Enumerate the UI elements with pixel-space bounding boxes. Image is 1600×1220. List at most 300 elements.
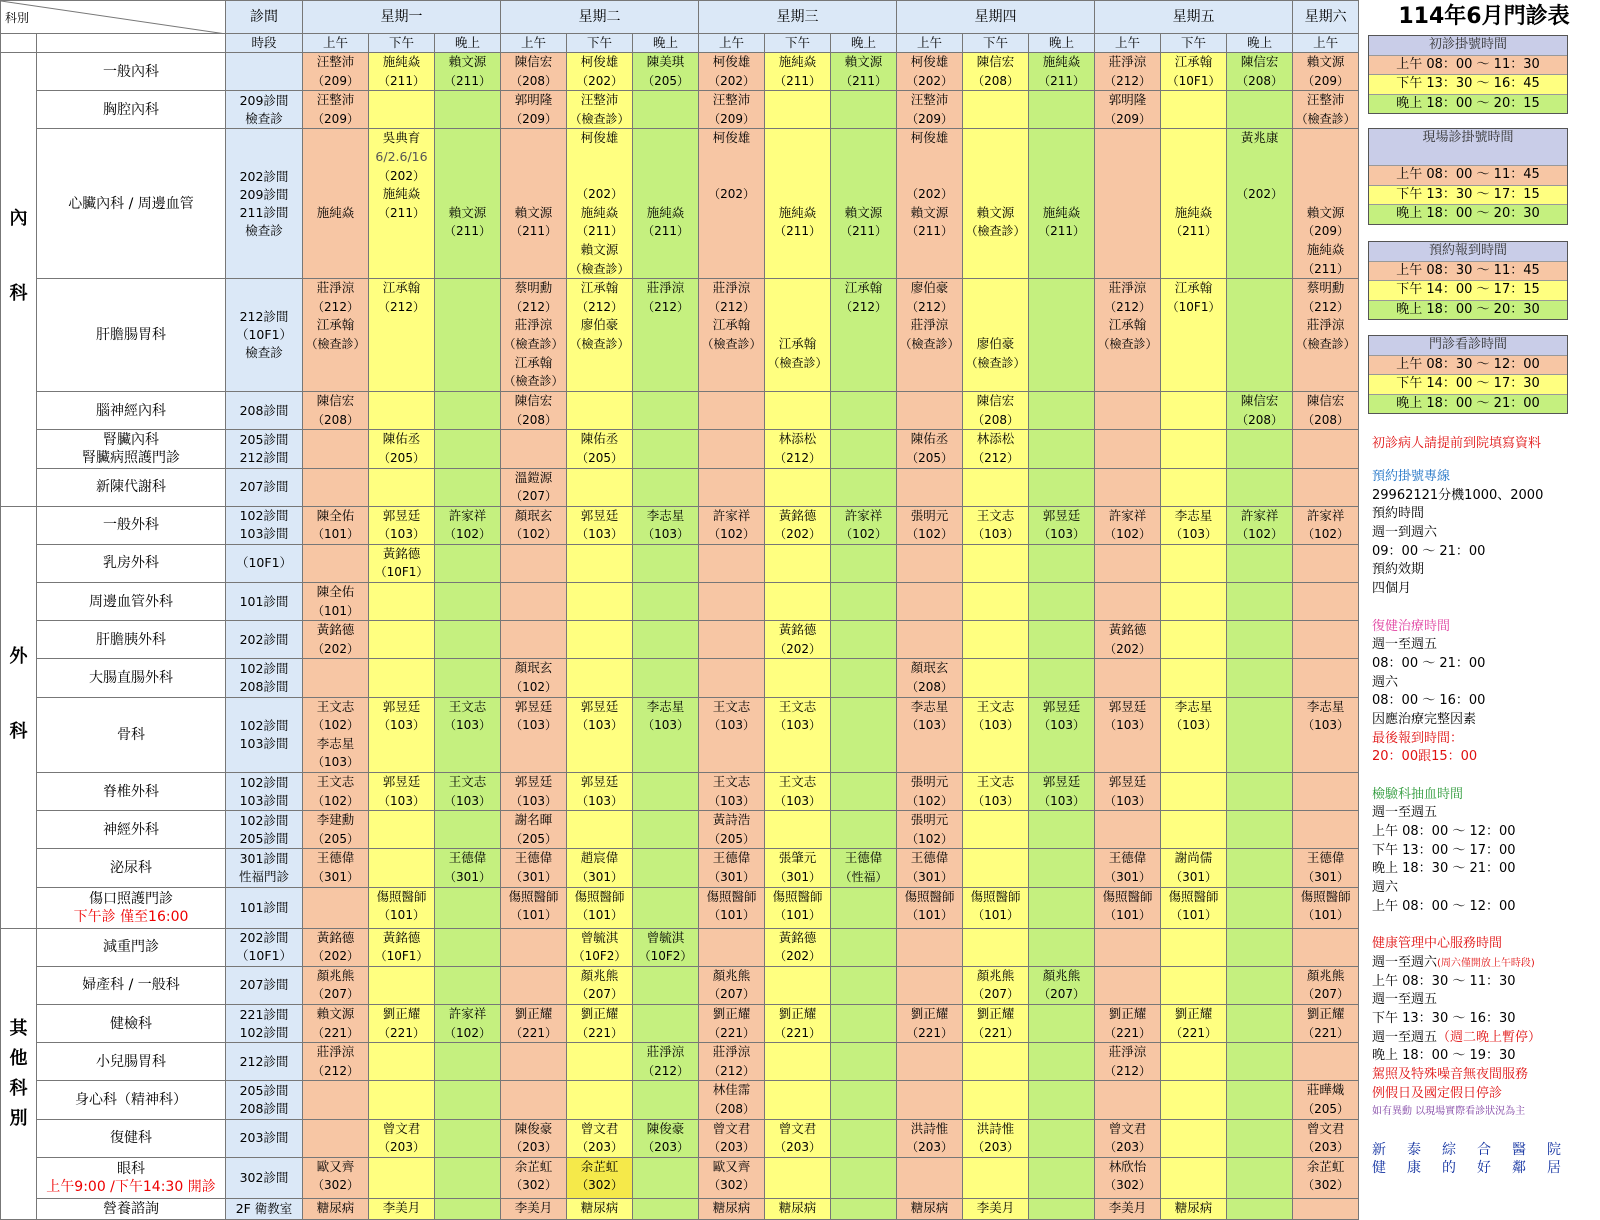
doctor-text <box>1029 185 1094 204</box>
slot-cell <box>765 392 831 430</box>
doctor-text: 莊淨涼 <box>316 280 355 296</box>
doctor-text: （103） <box>972 718 1019 733</box>
slot-cell <box>1227 544 1293 582</box>
first-visit-note: 初診病人請提前到院填寫資料 <box>1372 436 1542 451</box>
slot-cell <box>699 544 765 582</box>
slot-cell <box>369 468 435 506</box>
slot-cell <box>1161 887 1227 928</box>
slot-cell <box>897 849 963 887</box>
doctor-text: （212） <box>906 299 953 314</box>
doctor-text: （103） <box>1104 793 1152 808</box>
doctor-text: 陳信宏 <box>1306 393 1345 409</box>
doctor-text: （103） <box>708 718 755 733</box>
slot-cell <box>369 887 435 928</box>
slot-cell <box>963 430 1029 468</box>
slot-cell <box>1029 697 1095 772</box>
slot-cell <box>897 53 963 91</box>
room-cell: 302診間 <box>226 1157 303 1198</box>
info-line: 上午 08：00 ～ 12：00 <box>1372 824 1516 840</box>
doctor-text: （212） <box>1302 299 1350 314</box>
doctor-text <box>1161 148 1226 167</box>
doctor-text: 江承翰 <box>844 280 883 296</box>
doctor-text: 賴文源 <box>910 204 949 220</box>
slot-cell <box>1293 506 1359 544</box>
doctor-text: 劉正耀 <box>712 1005 751 1021</box>
doctor-text: 汪整沛 <box>580 92 619 108</box>
info-line: 檢驗科抽血時間 <box>1372 786 1464 802</box>
doctor-text: 王文志 <box>712 774 751 789</box>
doctor-text: 張明元 <box>910 507 949 523</box>
doctor-text: 莊淨涼 <box>514 317 553 333</box>
doctor-text <box>1029 148 1094 167</box>
info-line <box>1372 917 1600 936</box>
doctor-text: （209） <box>906 111 953 126</box>
slot-cell <box>567 506 633 544</box>
slot-header-4-2: 晚上 <box>1227 34 1293 53</box>
doctor-text: （103） <box>378 718 425 733</box>
info-line: 08：00 ～ 16：00 <box>1372 693 1486 709</box>
doctor-text: （203） <box>378 1140 425 1155</box>
doctor-text: （301） <box>444 869 491 884</box>
slot-cell <box>1029 811 1095 849</box>
slot-cell <box>1029 583 1095 621</box>
slot-cell <box>1227 1081 1293 1119</box>
doctor-text: （211） <box>840 224 887 239</box>
doctor-text: 郭明隆 <box>1108 92 1147 108</box>
doctor-text: 洪詩惟 <box>910 1120 949 1136</box>
slot-cell <box>765 279 831 392</box>
dept-note: 下午診 僅至16:00 <box>73 908 189 925</box>
slot-cell <box>765 966 831 1004</box>
room-cell: （10F1） <box>226 544 303 582</box>
doctor-text: （203） <box>1104 1140 1152 1155</box>
doctor-text: （211） <box>906 224 953 239</box>
doctor-text: （301） <box>708 869 755 884</box>
slot-cell <box>501 129 567 279</box>
slot-cell <box>633 811 699 849</box>
doctor-text: （221） <box>906 1025 953 1040</box>
slot-cell <box>501 966 567 1004</box>
slot-header-2-1: 下午 <box>765 34 831 53</box>
first-visit-box <box>1368 35 1568 114</box>
slot-cell <box>1293 583 1359 621</box>
slot-cell <box>1095 544 1161 582</box>
doctor-text: 郭昱廷 <box>1108 774 1147 789</box>
slot-cell <box>1161 91 1227 129</box>
doctor-text: （202） <box>906 73 953 88</box>
dept-name: 眼科 上午9:00 /下午14:30 開診 <box>37 1157 226 1198</box>
doctor-text: 賴文源 <box>580 241 619 257</box>
slot-cell <box>369 773 435 811</box>
slot-cell <box>303 811 369 849</box>
doctor-text: 王文志 <box>778 698 817 714</box>
slot-cell <box>1293 773 1359 811</box>
doctor-text: （103） <box>1038 793 1085 808</box>
doctor-text <box>1227 148 1292 167</box>
doctor-text: （202） <box>378 168 425 183</box>
doctor-text: 傷照醫師 <box>1102 888 1153 904</box>
slot-cell <box>435 1198 501 1219</box>
doctor-text <box>303 185 368 204</box>
doctor-text <box>963 279 1028 298</box>
doctor-text: （103） <box>1170 718 1218 733</box>
walkin-box <box>1368 128 1568 225</box>
doctor-text <box>765 279 830 298</box>
slot-cell <box>963 928 1029 966</box>
slot-cell <box>1029 1198 1095 1219</box>
room-cell: 205診間 212診間 <box>226 430 303 468</box>
info-panel <box>1368 0 1600 1204</box>
info-line: 週六 <box>1372 674 1399 690</box>
doctor-text: 傷照醫師 <box>970 888 1021 904</box>
doctor-text: 李美月 <box>976 1199 1015 1215</box>
cat-blank <box>1 34 37 53</box>
slot-cell <box>1293 1198 1359 1219</box>
slot-header-2-2: 晚上 <box>831 34 897 53</box>
doctor-text: （102） <box>312 793 359 808</box>
doctor-text: （102） <box>1302 527 1350 542</box>
slot-cell <box>1029 1157 1095 1198</box>
slot-cell <box>501 91 567 129</box>
room-cell: 101診間 <box>226 583 303 621</box>
slot-cell <box>1227 1004 1293 1042</box>
slot-cell <box>963 544 1029 582</box>
doctor-text: （102） <box>840 527 887 542</box>
slot-header-4-0: 上午 <box>1095 34 1161 53</box>
doctor-text: （208） <box>1236 73 1284 88</box>
doctor-text: （102） <box>1236 527 1284 542</box>
doctor-text: （301） <box>510 869 557 884</box>
doctor-text: （103） <box>576 793 623 808</box>
doctor-text: 王德偉 <box>316 850 355 866</box>
slot-cell <box>831 91 897 129</box>
doctor-text: （103） <box>1038 527 1085 542</box>
doctor-text: 李志星 <box>646 507 685 523</box>
doctor-text: （212） <box>1104 299 1152 314</box>
doctor-text: 賴文源 <box>976 204 1015 220</box>
doctor-text: 許家祥 <box>1240 507 1279 523</box>
slot-cell <box>303 1119 369 1157</box>
slot-cell <box>567 583 633 621</box>
slot-cell <box>369 544 435 582</box>
doctor-text: 柯俊雄 <box>580 54 619 69</box>
doctor-text: （205） <box>576 450 623 465</box>
slot-cell <box>1095 1119 1161 1157</box>
doctor-text: 陳佑丞 <box>382 431 421 447</box>
room-cell: 102診間 103診間 <box>226 697 303 772</box>
slot-cell <box>1227 621 1293 659</box>
doctor-text <box>765 148 830 167</box>
appointment-box <box>1368 241 1568 320</box>
doctor-text: 施純焱 <box>778 204 817 220</box>
doctor-text: （212） <box>378 299 425 314</box>
doctor-text: 洪詩惟 <box>976 1120 1015 1136</box>
slot-cell <box>369 1081 435 1119</box>
doctor-text: 施純焱 <box>1174 204 1213 220</box>
doctor-text: 黃銘德 <box>382 545 421 561</box>
slot-cell <box>1029 621 1095 659</box>
slot-cell <box>963 392 1029 430</box>
slot-cell <box>567 887 633 928</box>
doctor-text: 莊淨涼 <box>712 1044 751 1060</box>
room-cell: 202診間 <box>226 621 303 659</box>
slot-cell <box>699 1119 765 1157</box>
appointment-afternoon: 下午 14：00 ～ 17：15 <box>1369 280 1567 300</box>
doctor-text: 柯俊雄 <box>712 130 751 146</box>
slot-cell <box>303 849 369 887</box>
doctor-text: 陳全佑 <box>316 584 355 600</box>
slot-cell <box>963 279 1029 392</box>
slot-cell <box>303 91 369 129</box>
doctor-text: 許家祥 <box>712 507 751 523</box>
doctor-text: 許家祥 <box>1306 507 1345 523</box>
slot-header-4-1: 下午 <box>1161 34 1227 53</box>
doctor-text: 林佳霈 <box>712 1082 751 1098</box>
doctor-text: 林添松 <box>976 431 1015 447</box>
slot-cell <box>369 811 435 849</box>
slot-cell <box>963 468 1029 506</box>
doctor-text: （208） <box>906 680 953 695</box>
doctor-text: （102） <box>510 527 557 542</box>
slot-cell <box>501 1004 567 1042</box>
doctor-text: 郭昱廷 <box>1108 698 1147 714</box>
info-line: 四個月 <box>1372 581 1412 597</box>
slot-cell <box>1095 583 1161 621</box>
room-header: 診間 <box>226 1 303 34</box>
doctor-text: （102） <box>444 527 491 542</box>
slot-cell <box>831 811 897 849</box>
doctor-text: 王德偉 <box>712 850 751 866</box>
dept-name: 一般外科 <box>37 506 226 544</box>
slot-cell <box>765 887 831 928</box>
doctor-text: 曾文君 <box>778 1120 817 1136</box>
doctor-text: （檢查診） <box>1295 336 1356 351</box>
day-header-mon: 星期一 <box>303 1 501 34</box>
slot-cell <box>963 53 1029 91</box>
doctor-text: （208） <box>510 73 557 88</box>
doctor-text: 劉正耀 <box>778 1005 817 1021</box>
info-line: 上午 08：30 ～ 11：30 <box>1372 973 1516 989</box>
slot-cell <box>633 1081 699 1119</box>
info-line: 週一至週五 <box>1372 637 1438 653</box>
slot-cell <box>501 1198 567 1219</box>
doctor-text <box>963 148 1028 167</box>
slot-cell <box>1029 966 1095 1004</box>
slot-cell <box>1227 91 1293 129</box>
slot-cell <box>1227 430 1293 468</box>
doctor-text: （103） <box>576 527 623 542</box>
doctor-text: 莊淨涼 <box>910 317 949 333</box>
doctor-text <box>435 167 500 186</box>
slot-cell <box>699 773 765 811</box>
slot-cell <box>699 279 765 392</box>
doctor-text: 李志星 <box>1174 698 1213 714</box>
doctor-text: 劉正耀 <box>1108 1005 1147 1021</box>
room-cell: 212診間 （10F1） 檢查診 <box>226 279 303 392</box>
slot-cell <box>303 1004 369 1042</box>
doctor-text: （10F1） <box>1166 299 1221 314</box>
slot-cell <box>897 506 963 544</box>
info-line: 駕照及特殊噪音無夜間服務 <box>1372 1067 1529 1082</box>
slot-cell <box>633 1043 699 1081</box>
slot-cell <box>765 1004 831 1042</box>
slot-cell <box>633 583 699 621</box>
slot-cell <box>1029 129 1095 279</box>
doctor-text: 糖尿病 <box>580 1199 619 1215</box>
slot-cell <box>1293 544 1359 582</box>
slot-cell <box>1161 621 1227 659</box>
doctor-text: 陳信宏 <box>1240 393 1279 409</box>
slot-cell <box>369 129 435 279</box>
dept-blank <box>37 34 226 53</box>
doctor-text: （10F1） <box>1166 73 1221 88</box>
slot-cell <box>1161 773 1227 811</box>
doctor-text <box>567 167 632 186</box>
slot-cell <box>897 966 963 1004</box>
doctor-text: （211） <box>840 73 887 88</box>
slot-cell <box>633 279 699 392</box>
slot-cell <box>897 129 963 279</box>
slot-cell <box>435 928 501 966</box>
slot-cell <box>369 53 435 91</box>
doctor-text: 劉正耀 <box>976 1005 1015 1021</box>
slot-cell <box>831 1004 897 1042</box>
slot-cell <box>567 773 633 811</box>
slot-cell <box>1227 392 1293 430</box>
doctor-text: （203） <box>708 1140 755 1155</box>
slot-cell <box>963 773 1029 811</box>
doctor-text: （103） <box>1104 718 1152 733</box>
doctor-text: 李志星 <box>1306 698 1345 714</box>
slot-cell <box>1293 430 1359 468</box>
dept-name: 傷口照護門診 下午診 僅至16:00 <box>37 887 226 928</box>
doctor-text: 施純焱 <box>316 204 355 220</box>
doctor-text: （103） <box>378 793 425 808</box>
doctor-text: （209） <box>708 111 755 126</box>
slot-cell <box>1293 279 1359 392</box>
slot-cell <box>633 1004 699 1042</box>
slot-cell <box>1095 966 1161 1004</box>
slot-cell <box>963 1081 1029 1119</box>
slot-cell <box>699 1081 765 1119</box>
slot-cell <box>1095 468 1161 506</box>
doctor-text: （101） <box>378 908 425 923</box>
slot-cell <box>1029 928 1095 966</box>
slot-cell <box>369 849 435 887</box>
doctor-text <box>1227 167 1292 186</box>
doctor-text: 謝名暉 <box>514 812 553 828</box>
doctor-text: 王文志 <box>778 774 817 789</box>
slot-cell <box>1227 887 1293 928</box>
room-cell: 102診間 205診間 <box>226 811 303 849</box>
slot-cell <box>963 697 1029 772</box>
slot-cell <box>303 279 369 392</box>
doctor-text: （211） <box>1038 73 1085 88</box>
doctor-text <box>501 148 566 167</box>
doctor-text <box>765 167 830 186</box>
slot-cell <box>369 697 435 772</box>
dept-name: 營養諮詢 <box>37 1198 226 1219</box>
doctor-text: 王德偉 <box>844 850 883 866</box>
doctor-text: （檢查診） <box>503 336 564 351</box>
slot-cell <box>369 1198 435 1219</box>
slot-cell <box>633 430 699 468</box>
doctor-text: 莊淨涼 <box>712 280 751 296</box>
slot-cell <box>1029 849 1095 887</box>
slot-cell <box>303 621 369 659</box>
doctor-text: 李美月 <box>514 1199 553 1215</box>
slot-cell <box>369 583 435 621</box>
room-cell: 102診間 208診間 <box>226 659 303 697</box>
slot-cell <box>435 544 501 582</box>
slot-cell <box>1227 659 1293 697</box>
doctor-text <box>501 185 566 204</box>
doctor-text: 郭昱廷 <box>580 507 619 523</box>
doctor-text: 曾文君 <box>712 1120 751 1136</box>
room-cell: 208診間 <box>226 392 303 430</box>
doctor-text <box>963 185 1028 204</box>
doctor-text: （103） <box>510 793 557 808</box>
doctor-text: （205） <box>1302 1101 1350 1116</box>
slot-cell <box>369 1157 435 1198</box>
doctor-text: 施純焱 <box>778 54 817 69</box>
slot-cell <box>1293 697 1359 772</box>
doctor-text: 顏珉玄 <box>514 660 553 676</box>
doctor-text: （檢查診） <box>899 336 960 351</box>
doctor-text: （103） <box>312 755 359 770</box>
slot-cell <box>303 129 369 279</box>
slot-cell <box>831 53 897 91</box>
slot-cell <box>1029 773 1095 811</box>
room-cell: 205診間 208診間 <box>226 1081 303 1119</box>
slot-cell <box>1293 1157 1359 1198</box>
doctor-text <box>1293 167 1358 186</box>
doctor-text: 黃詩浩 <box>712 812 751 828</box>
doctor-text: 曾文君 <box>1108 1120 1147 1136</box>
doctor-text: 李志星 <box>1174 507 1213 523</box>
doctor-text: 陳信宏 <box>976 54 1015 69</box>
slot-cell <box>633 621 699 659</box>
slot-cell <box>699 966 765 1004</box>
slot-cell <box>501 430 567 468</box>
slot-cell <box>1161 583 1227 621</box>
info-line <box>1372 599 1600 618</box>
doctor-text: （212） <box>708 299 755 314</box>
slot-cell <box>567 1043 633 1081</box>
slot-header-0-0: 上午 <box>303 34 369 53</box>
doctor-text: （207） <box>1302 987 1350 1002</box>
doctor-text: （202） <box>576 187 623 202</box>
slot-cell <box>699 506 765 544</box>
slot-cell <box>699 697 765 772</box>
slot-cell <box>1293 811 1359 849</box>
doctor-text: 施純焱 <box>580 204 619 220</box>
doctor-text: 余芷虹 <box>1306 1158 1345 1174</box>
doctor-text: （103） <box>444 718 491 733</box>
slot-cell <box>1293 621 1359 659</box>
slot-cell <box>897 697 963 772</box>
slot-cell <box>1293 91 1359 129</box>
doctor-text <box>1161 167 1226 186</box>
info-line: 晚上 18：30 ～ 21：00 <box>1372 861 1516 877</box>
slot-cell <box>567 697 633 772</box>
appointment-morning: 上午 08：30 ～ 11：45 <box>1369 261 1567 281</box>
slot-cell <box>501 659 567 697</box>
slot-cell <box>963 1157 1029 1198</box>
doctor-text: 王文志 <box>316 774 355 789</box>
slot-cell <box>963 659 1029 697</box>
doctor-text: 陳信宏 <box>514 393 553 409</box>
